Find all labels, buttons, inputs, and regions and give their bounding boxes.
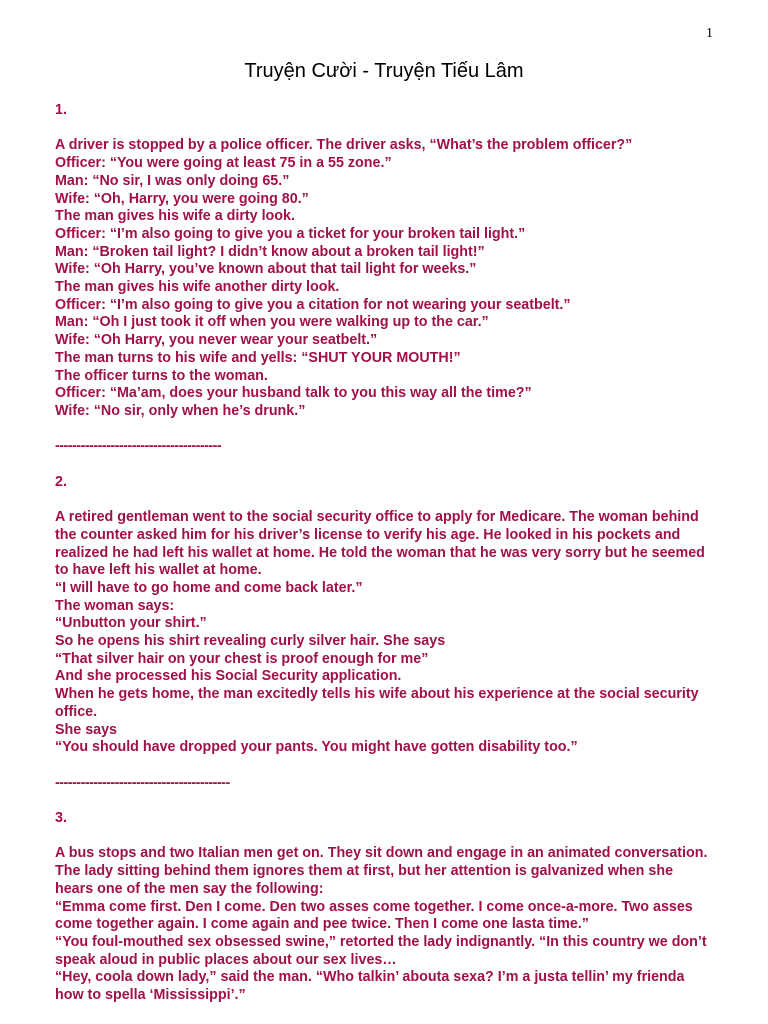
text-line: “I will have to go home and come back later.”	[55, 579, 363, 596]
text-line: “You should have dropped your pants. You might have gotten disability too.”	[55, 739, 578, 756]
text-line: The man gives his wife a dirty look.	[55, 208, 295, 225]
blank-line	[55, 456, 715, 474]
story-number: 1.	[55, 102, 67, 118]
text-paragraph: When he gets home, the man excitedly tells his wife about his experience at the social security office.	[55, 686, 699, 720]
text-line: She says	[55, 721, 117, 738]
text-line: Wife: “Oh Harry, you never wear your seatbelt.”	[55, 332, 378, 349]
text-line: “That silver hair on your chest is proof enough for me”	[55, 650, 429, 667]
text-line: Wife: “Oh Harry, you’ve known about that tail light for weeks.”	[55, 261, 477, 278]
text-line: The officer turns to the woman.	[55, 367, 268, 384]
text-line: So he opens his shirt revealing curly silver hair. She says	[55, 633, 446, 650]
story-number: 2.	[55, 473, 67, 490]
section-divider: -----------------------------------------	[55, 774, 230, 791]
text-line: Officer: “I’m also going to give you a citation for not wearing your seatbelt.”	[55, 296, 571, 313]
text-line: And she processed his Social Security application.	[55, 668, 402, 685]
text-line: A driver is stopped by a police officer. The driver asks, “What’s the problem officer?”	[55, 137, 633, 154]
document-body	[55, 102, 715, 1005]
text-paragraph: “Emma come first. Den I come. Den two asses come together. I come once-a-more. Two asses come together again. I come again and pee twice. Then I come one lasta time.”	[55, 898, 693, 933]
blank-line	[55, 828, 715, 846]
text-line: The man turns to his wife and yells: “SHUT YOUR MOUTH!”	[55, 349, 461, 366]
blank-line	[55, 792, 715, 810]
text-line: The woman says:	[55, 597, 175, 614]
text-line: “Unbutton your shirt.”	[55, 615, 207, 632]
text-paragraph: “Hey, coola down lady,” said the man. “Who talkin’ abouta sexa? I’m a justa tellin’ my frienda how to spella ‘Mississippi’.”	[55, 969, 685, 1004]
story-number: 3.	[55, 810, 67, 827]
section-divider: ---------------------------------------	[55, 438, 222, 455]
blank-line	[55, 757, 715, 775]
blank-line	[55, 421, 715, 439]
text-line: Wife: “No sir, only when he’s drunk.”	[55, 402, 306, 419]
text-paragraph: A bus stops and two Italian men get on. They sit down and engage in an animated conversation. The lady sitting behind them ignores them at first, but her attention is galvanized when she hears one of the men say the following:	[55, 845, 708, 897]
text-line: The man gives his wife another dirty look.	[55, 279, 340, 296]
text-line: Man: “Broken tail light? I didn’t know about a broken tail light!”	[55, 243, 485, 260]
text-line: Officer: “Ma’am, does your husband talk to you this way all the time?”	[55, 385, 532, 402]
text-line: Officer: “You were going at least 75 in a 55 zone.”	[55, 155, 392, 172]
text-line: Man: “No sir, I was only doing 65.”	[55, 172, 290, 189]
text-line: Man: “Oh I just took it off when you were walking up to the car.”	[55, 314, 489, 331]
text-line: Wife: “Oh, Harry, you were going 80.”	[55, 190, 309, 207]
page-title: Truyện Cười - Truyện Tiếu Lâm	[244, 60, 524, 82]
text-line: Officer: “I’m also going to give you a ticket for your broken tail light.”	[55, 225, 526, 242]
blank-line	[55, 491, 715, 509]
page-number: 1	[706, 26, 713, 41]
text-paragraph: A retired gentleman went to the social security office to apply for Medicare. The woman behind the counter asked him for his driver’s license to verify his age. He looked in his pockets and realized he had left his wallet at home. He told the woman that he was very sorry but he seemed to have left his wallet at home.	[55, 509, 705, 579]
text-paragraph: “You foul-mouthed sex obsessed swine,” retorted the lady indignantly. “In this country we don’t speak aloud in public places about our sex lives…	[55, 933, 707, 968]
blank-line	[55, 120, 715, 138]
